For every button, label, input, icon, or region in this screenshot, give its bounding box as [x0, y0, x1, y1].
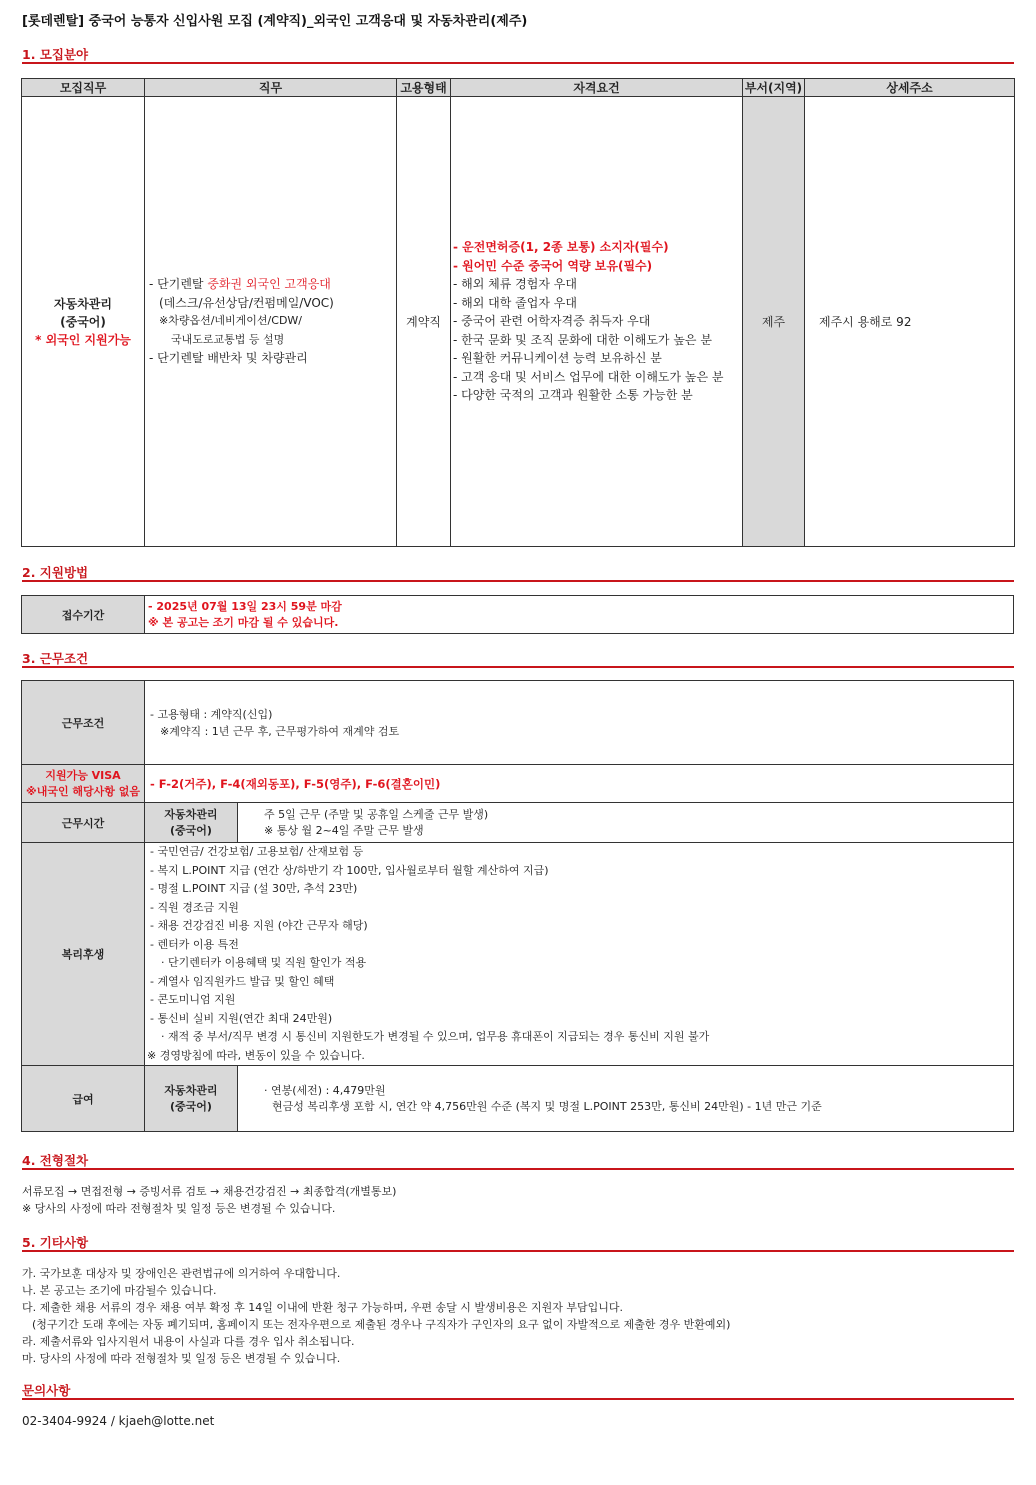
header-requirements: 자격요건	[451, 79, 743, 97]
welfare-item: - 국민연금/ 건강보험/ 고용보험/ 산재보험 등	[150, 845, 364, 858]
weekend-note: ※ 통상 월 2~4일 주말 근무 발생	[264, 823, 424, 837]
duty-line-3: ※차량옵션/네비게이션/CDW/	[159, 314, 302, 328]
requirement-chinese: - 원어민 수준 중국어 역량 보유(필수)	[453, 258, 653, 273]
welfare-item: - 채용 건강검진 비용 지원 (야간 근무자 해당)	[150, 919, 368, 932]
position-cell	[22, 97, 145, 547]
department-cell: 제주	[743, 97, 805, 547]
hours-position: 자동차관리 (중국어)	[145, 803, 238, 843]
welfare-item: - 렌터카 이용 특전	[150, 937, 239, 951]
hours-row	[22, 803, 1014, 843]
recruit-row	[22, 97, 1015, 547]
salary-label: 급여	[22, 1066, 145, 1132]
recruit-header-row	[22, 79, 1015, 97]
welfare-item: - 계열사 임직원카드 발급 및 할인 혜택	[150, 974, 335, 988]
hours-text: 주 5일 근무 (주말 및 공휴일 스케줄 근무 발생)	[264, 807, 489, 821]
section-heading-recruit: 1. 모집분야	[22, 44, 1014, 64]
section-heading-etc: 5. 기타사항	[22, 1232, 1014, 1252]
early-close-note: ※ 본 공고는 조기 마감 될 수 있습니다.	[148, 615, 339, 629]
welfare-row	[22, 843, 1014, 1066]
duty-line-1: - 단기렌탈 중화권 외국인 고객응대	[149, 277, 331, 292]
welfare-subitem: · 단기렌터카 이용혜택 및 직원 할인가 적용	[161, 956, 367, 969]
section-heading-conditions: 3. 근무조건	[22, 648, 1014, 668]
process-block	[22, 1183, 396, 1217]
section-heading-apply: 2. 지원방법	[22, 562, 1014, 582]
welfare-subitem: · 재적 중 부서/직무 변경 시 통신비 지원한도가 변경될 수 있으며, 업무용 휴대폰이 지급되는 경우 통신비 지원 불가	[161, 1030, 710, 1043]
annual-salary: · 연봉(세전) : 4,479만원	[264, 1083, 386, 1097]
etc-item: 라. 제출서류와 입사지원서 내용이 사실과 다를 경우 입사 취소됩니다.	[22, 1335, 355, 1348]
apply-period-value	[145, 596, 1014, 634]
etc-item: 다. 제출한 채용 서류의 경우 채용 여부 확정 후 14일 이내에 반환 청구 가능하며, 우편 송달 시 발생비용은 지원자 부담입니다.	[22, 1301, 623, 1314]
requirement-license: - 운전면허증(1, 2종 보통) 소지자(필수)	[453, 240, 669, 255]
recruit-table	[21, 78, 1015, 547]
page-title: [롯데렌탈] 중국어 능통자 신입사원 모집 (계약직)_외국인 고객응대 및 자동차관리(제주)	[22, 14, 528, 29]
requirement-item: - 해외 체류 경험자 우대	[453, 277, 577, 292]
header-department: 부서(지역)	[743, 79, 805, 97]
visa-row	[22, 765, 1014, 803]
process-steps: 서류모집 → 면접전형 → 증빙서류 검토 → 채용건강검진 → 최종합격(개별통보)	[22, 1185, 397, 1198]
apply-period-label: 접수기간	[22, 596, 145, 634]
requirements-cell	[451, 97, 743, 547]
conditions-table	[21, 680, 1014, 1132]
requirement-item: - 해외 대학 졸업자 우대	[453, 295, 577, 310]
hours-value	[238, 803, 1014, 843]
contract-note: ※계약직 : 1년 근무 후, 근무평가하여 재계약 검토	[160, 724, 400, 738]
employment-type-text: - 고용형태 : 계약직(신입)	[150, 707, 273, 721]
etc-item: 마. 당사의 사정에 따라 전형절차 및 일정 등은 변경될 수 있습니다.	[22, 1352, 341, 1365]
welfare-item: - 명절 L.POINT 지급 (설 30만, 추석 23만)	[150, 882, 358, 895]
welfare-value	[145, 843, 1014, 1066]
contact-info: 02-3404-9924 / kjaeh@lotte.net	[22, 1414, 215, 1428]
requirement-item: - 원활한 커뮤니케이션 능력 보유하신 분	[453, 351, 662, 366]
address-cell: 제주시 용해로 92	[805, 97, 1015, 547]
header-address: 상세주소	[805, 79, 1015, 97]
welfare-item: - 콘도미니엄 지원	[150, 993, 236, 1006]
header-duty: 직무	[145, 79, 397, 97]
etc-item: (청구기간 도래 후에는 자동 폐기되며, 홈페이지 또는 전자우편으로 제출된 경우나 구직자가 구인자의 요구 없이 자발적으로 제출한 경우 반환예외)	[32, 1318, 731, 1331]
welfare-item: - 직원 경조금 지원	[150, 900, 239, 914]
duty-line-5: - 단기렌탈 배반차 및 차량관리	[149, 351, 308, 366]
etc-item: 가. 국가보훈 대상자 및 장애인은 관련법규에 의거하여 우대합니다.	[22, 1267, 341, 1280]
welfare-item: - 복지 L.POINT 지급 (연간 상/하반기 각 100만, 입사월로부터 월할 계산하여 지급)	[150, 863, 549, 877]
position-name: 자동차관리	[54, 296, 112, 311]
foreigner-note: * 외국인 지원가능	[35, 332, 131, 347]
salary-value	[238, 1066, 1014, 1132]
position-language: (중국어)	[60, 314, 106, 329]
etc-block	[22, 1265, 730, 1367]
hours-label: 근무시간	[22, 803, 145, 843]
requirement-item: - 고객 응대 및 서비스 업무에 대한 이해도가 높은 분	[453, 369, 724, 384]
welfare-label: 복리후생	[22, 843, 145, 1066]
work-condition-label: 근무조건	[22, 681, 145, 765]
salary-row	[22, 1066, 1014, 1132]
duty-line-2: (데스크/유선상담/컨펌메일/VOC)	[159, 295, 334, 310]
employment-cell: 계약직	[397, 97, 451, 547]
work-condition-row	[22, 681, 1014, 765]
requirement-item: - 다양한 국적의 고객과 원활한 소통 가능한 분	[453, 388, 693, 403]
process-note: ※ 당사의 사정에 따라 전형절차 및 일정 등은 변경될 수 있습니다.	[22, 1202, 336, 1215]
visa-value: - F-2(거주), F-4(재외동포), F-5(영주), F-6(결혼이민)	[145, 765, 1014, 803]
requirement-item: - 중국어 관련 어학자격증 취득자 우대	[453, 314, 651, 329]
duty-cell	[145, 97, 397, 547]
requirement-item: - 한국 문화 및 조직 문화에 대한 이해도가 높은 분	[453, 332, 712, 347]
section-heading-process: 4. 전형절차	[22, 1150, 1014, 1170]
etc-item: 나. 본 공고는 조기에 마감될수 있습니다.	[22, 1284, 217, 1297]
visa-label: 지원가능 VISA ※내국인 해당사항 없음	[22, 765, 145, 803]
salary-detail: 현금성 복리후생 포함 시, 연간 약 4,756만원 수준 (복지 및 명절 L.POINT 253만, 통신비 24만원) - 1년 만근 기준	[272, 1099, 822, 1113]
welfare-item: - 통신비 실비 지원(연간 최대 24만원)	[150, 1011, 333, 1025]
welfare-note: ※ 경영방침에 따라, 변동이 있을 수 있습니다.	[147, 1048, 365, 1062]
apply-table	[21, 595, 1014, 634]
header-position: 모집직무	[22, 79, 145, 97]
salary-position: 자동차관리 (중국어)	[145, 1066, 238, 1132]
header-employment: 고용형태	[397, 79, 451, 97]
section-heading-contact: 문의사항	[22, 1380, 1014, 1400]
deadline-text: - 2025년 07월 13일 23시 59분 마감	[148, 599, 342, 613]
work-condition-value	[145, 681, 1014, 765]
duty-line-4: 국내도로교통법 등 설명	[171, 332, 285, 346]
